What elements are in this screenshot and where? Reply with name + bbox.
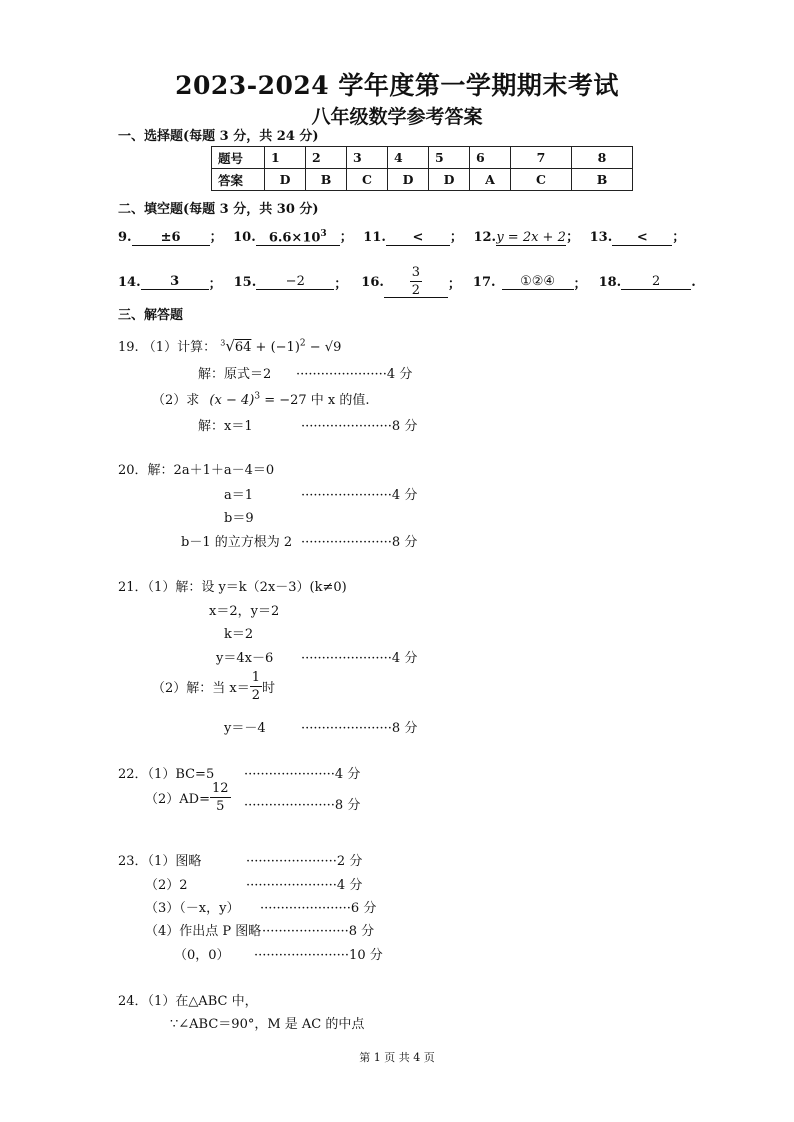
- q22-fraction: [210, 782, 231, 813]
- q13-answer: <: [612, 230, 672, 246]
- q21-p2-answer: y＝－4: [224, 721, 266, 736]
- q23-line1: 23．（1）图略: [118, 854, 202, 869]
- separator: ；: [447, 276, 461, 292]
- q10-answer: [256, 227, 340, 246]
- table-cell: 3: [347, 147, 388, 169]
- q21-p2-label: （2）解：当 x＝: [152, 681, 250, 696]
- q23-line4: （4）作出点 P 图略: [145, 924, 262, 939]
- separator: ；: [339, 230, 353, 245]
- q18-number: 18.: [598, 274, 622, 290]
- q15-number: 15.: [233, 274, 257, 290]
- fill-row-2: [118, 266, 696, 298]
- q10-number: 10.: [233, 230, 256, 245]
- q11-number: 11.: [363, 230, 386, 245]
- section2-heading: 二、填空题(每题 3 分，共 30 分): [118, 202, 319, 217]
- q21-p2-score: ······················8 分: [301, 721, 418, 736]
- q22-numerator: 12: [211, 781, 229, 796]
- q9-number: 9.: [118, 230, 132, 245]
- separator: ；: [208, 276, 222, 292]
- q22-line2-label: （2）AD=: [145, 792, 210, 807]
- q19-p1-score: ······················4 分: [296, 367, 413, 382]
- section1-heading: 一、选择题(每题 3 分，共 24 分): [118, 129, 319, 144]
- q21-line1: 21．（1）解：设 y＝k（2x－3）(k≠0): [118, 580, 347, 595]
- q21-p2-numerator: 1: [251, 670, 261, 685]
- q19-part1: [118, 336, 341, 355]
- q19-p2-rest: = −27 中 x 的值.: [260, 393, 370, 408]
- q22-line1: 22．（1）BC=5: [118, 767, 215, 782]
- q21-p2-fraction: [250, 671, 262, 702]
- q19-p2-solution: 解：x＝1: [198, 419, 253, 434]
- table-cell: 1: [265, 147, 306, 169]
- table-cell: B: [306, 169, 347, 191]
- q20-line3: b＝9: [224, 511, 254, 526]
- q19-p2-expr: (x − 4): [209, 393, 255, 408]
- q24-line1: 24．（1）在△ABC 中，: [118, 994, 258, 1009]
- q19-expr-end: − √9: [305, 340, 342, 355]
- separator: ；: [334, 276, 348, 292]
- q17-answer: ①②④: [502, 274, 574, 290]
- q21-line4-score: ······················4 分: [301, 651, 418, 666]
- q19-part2: [152, 389, 370, 408]
- q22-denominator: 5: [216, 799, 225, 814]
- table-cell: C: [511, 169, 572, 191]
- separator: ；: [573, 276, 587, 292]
- answer-table: [211, 146, 633, 191]
- q19-p2-label: （2）求: [152, 393, 200, 408]
- q16-numerator: 3: [411, 265, 421, 280]
- q20-line1: 20．解：2a＋1＋a－4＝0: [118, 463, 275, 478]
- table-cell: D: [265, 169, 306, 191]
- q16-denominator: 2: [411, 283, 421, 298]
- q22-line2-score: ······················8 分: [244, 798, 361, 813]
- q23-line4-score: ·····················8 分: [262, 924, 375, 939]
- q16-answer: [384, 266, 448, 298]
- section3-heading: 三、解答题: [118, 308, 184, 323]
- table-cell: 4: [388, 147, 429, 169]
- q14-number: 14.: [118, 274, 141, 290]
- q21-line2: x＝2，y＝2: [209, 604, 280, 619]
- q19-p1-expr: $^3√64 + (-1)^2 - √9$: [220, 337, 342, 355]
- q20-line2: a＝1: [224, 488, 254, 503]
- q19-radicand: 64: [234, 340, 252, 355]
- table-cell: B: [572, 169, 633, 191]
- q10-answer-exp: 3: [320, 228, 327, 239]
- q19-p2-score: ······················8 分: [301, 419, 418, 434]
- q23-line5: （0，0）: [174, 948, 230, 963]
- table-cell: D: [388, 169, 429, 191]
- q14-answer: 3: [141, 274, 209, 290]
- q21-p2-denominator: 2: [251, 688, 261, 703]
- q9-answer: ±6: [132, 230, 210, 246]
- q21-part2: [152, 671, 275, 702]
- q20-line4: b－1 的立方根为 2: [181, 535, 293, 550]
- q24-line2: ∵∠ABC＝90°，M 是 AC 的中点: [170, 1017, 365, 1032]
- q21-p2-tail: 时: [262, 681, 276, 696]
- q19-p2-sup: 3: [254, 391, 261, 402]
- q20-line2-score: ······················4 分: [301, 488, 418, 503]
- q22-line1-score: ······················4 分: [244, 767, 361, 782]
- table-cell: 5: [429, 147, 470, 169]
- table-cell: C: [347, 169, 388, 191]
- q23-line3-score: ······················6 分: [260, 901, 377, 916]
- separator: ；: [449, 230, 463, 245]
- q23-line1-score: ······················2 分: [246, 854, 363, 869]
- q17-number: 17.: [472, 274, 496, 290]
- table-cell: 7: [511, 147, 572, 169]
- q12-number: 12.: [473, 230, 497, 245]
- period: .: [691, 274, 696, 290]
- q21-line4: y＝4x－6: [216, 651, 274, 666]
- page-footer: 第 1 页 共 4 页: [359, 1051, 435, 1064]
- answer-header: 答案: [212, 169, 265, 191]
- q12-answer: y = 2x + 2: [496, 230, 566, 245]
- page-title: 2023-2024 学年度第一学期期末考试: [175, 71, 619, 100]
- separator: ；: [209, 230, 223, 245]
- table-cell: 2: [306, 147, 347, 169]
- separator: ；: [566, 230, 580, 245]
- table-cell: 6: [470, 147, 511, 169]
- q19-expr-mid: + (−1): [251, 340, 300, 355]
- table-cell: 8: [572, 147, 633, 169]
- q20-line4-score: ······················8 分: [301, 535, 418, 550]
- q16-number: 16.: [361, 274, 384, 290]
- row-header: 题号: [212, 147, 265, 169]
- q23-line3: （3）（－x，y）: [145, 901, 240, 916]
- table-row: [212, 169, 633, 191]
- q13-number: 13.: [589, 230, 613, 245]
- q19-p1-solution: 解：原式＝2: [198, 367, 272, 382]
- q23-line5-score: ·······················10 分: [254, 948, 383, 963]
- table-cell: D: [429, 169, 470, 191]
- table-row: [212, 147, 633, 169]
- q15-answer: −2: [256, 274, 334, 290]
- fill-row-1: [118, 226, 685, 246]
- q19-expr-sup: 2: [299, 338, 306, 349]
- q22-line2: [145, 782, 231, 813]
- q18-answer: 2: [621, 274, 691, 290]
- q23-line2-score: ······················4 分: [246, 878, 363, 893]
- q23-line2: （2）2: [145, 878, 188, 893]
- q11-answer: <: [386, 230, 450, 246]
- page-subtitle: 八年级数学参考答案: [311, 106, 483, 128]
- q19-p1-label: 19. （1）计算：: [118, 340, 217, 355]
- q10-answer-base: 6.6×10: [268, 230, 321, 245]
- separator: ；: [672, 230, 686, 245]
- q21-line3: k＝2: [224, 627, 254, 642]
- table-cell: A: [470, 169, 511, 191]
